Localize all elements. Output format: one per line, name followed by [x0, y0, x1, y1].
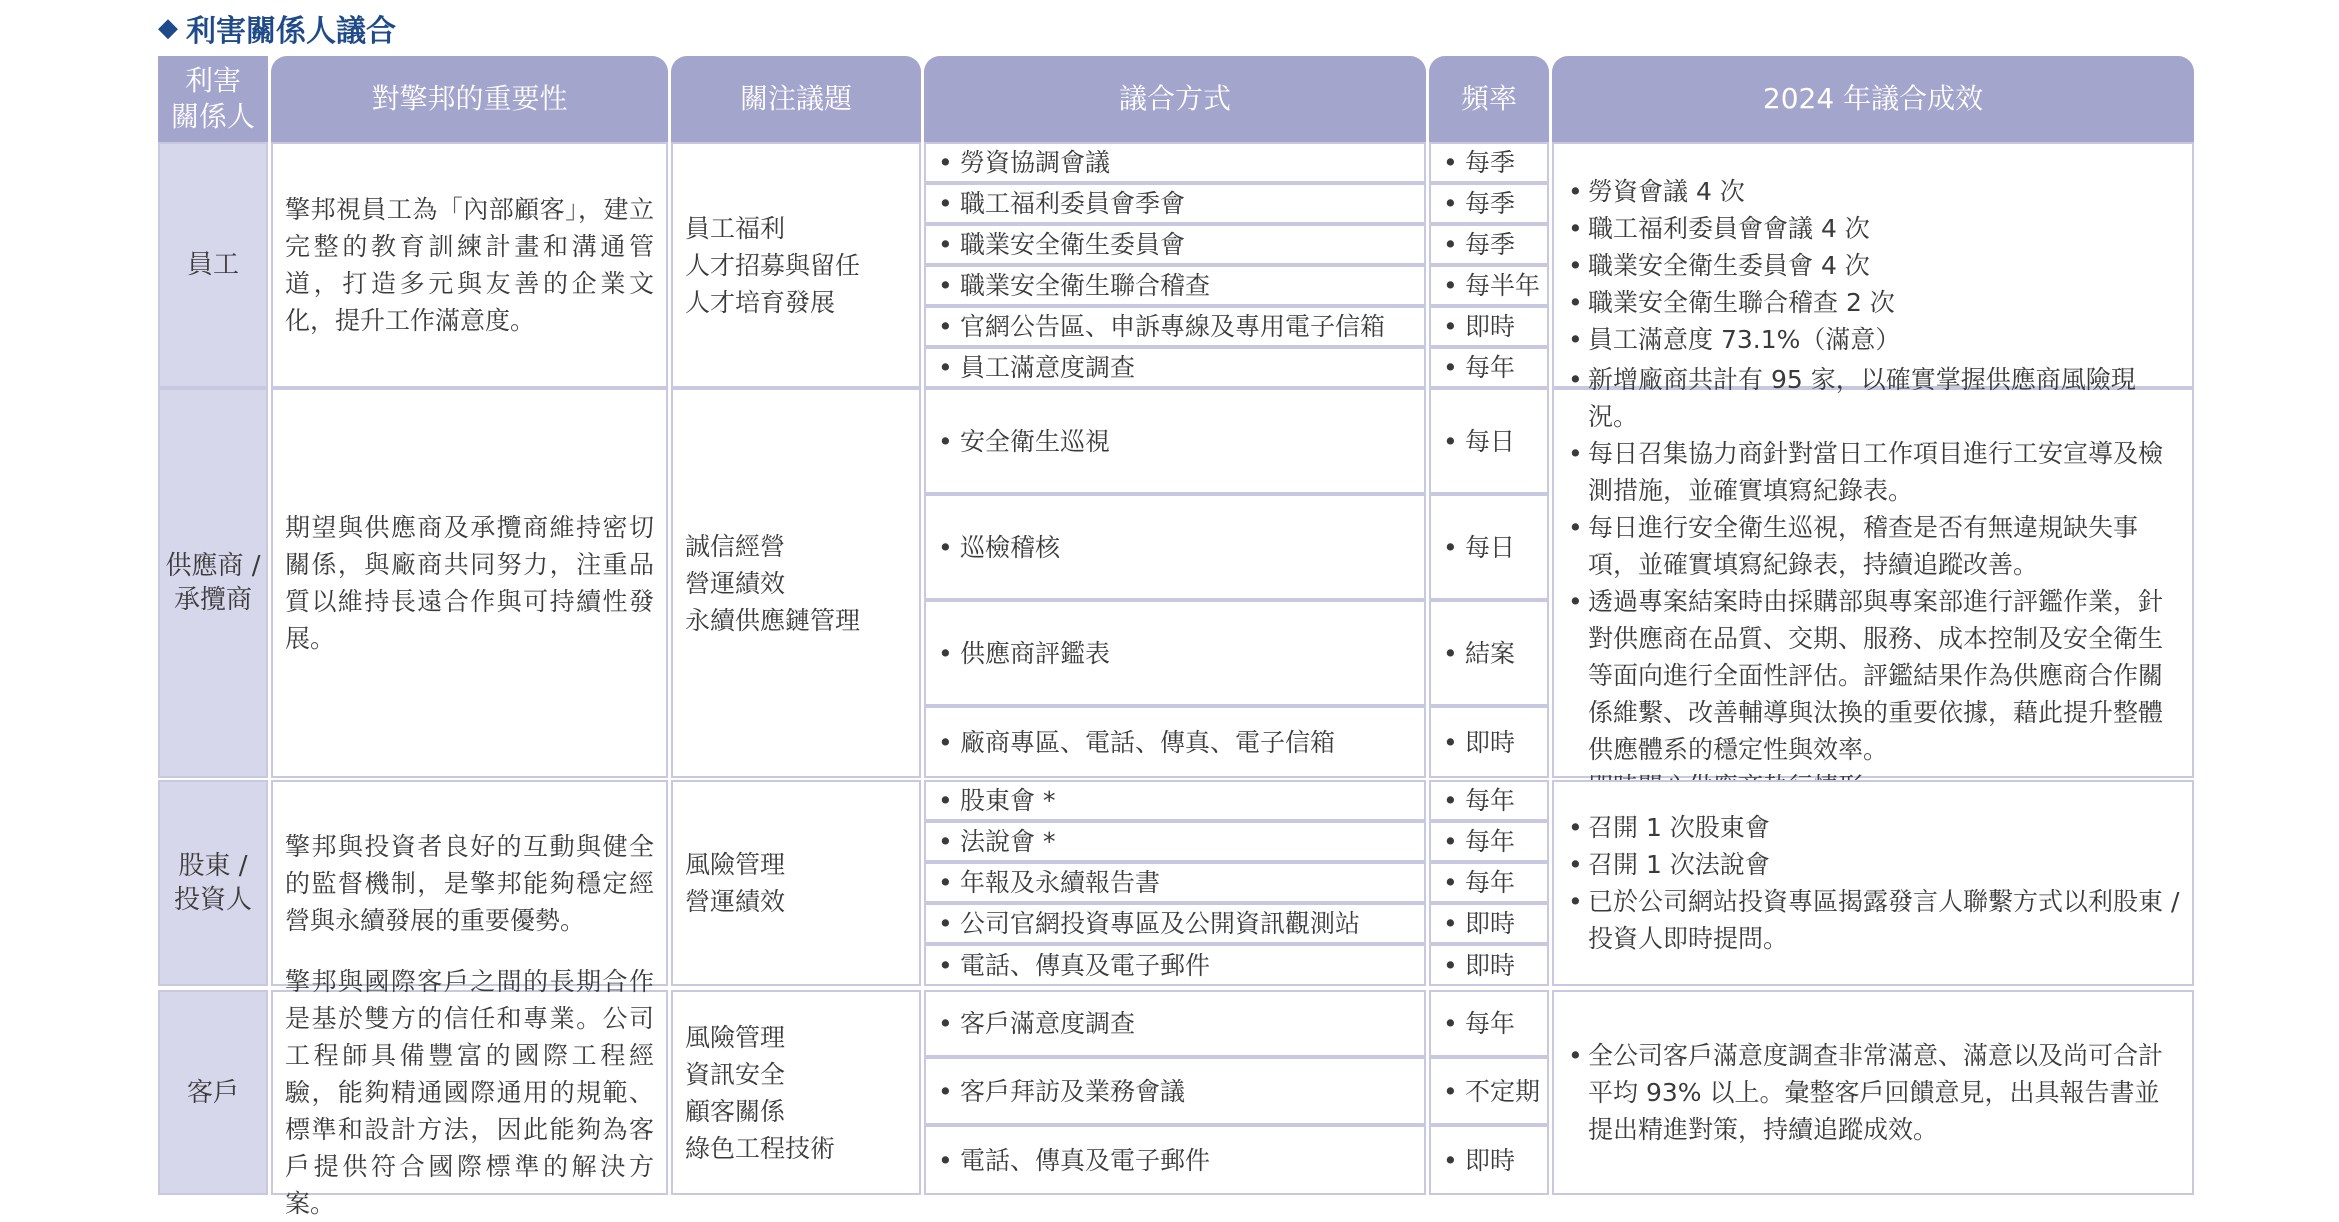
results-cell [1552, 780, 2194, 986]
frequency-text: 即時 [1465, 1145, 1516, 1175]
frequency-cell [1429, 600, 1549, 706]
method-cell [924, 388, 1426, 494]
bullet-icon: • [1443, 532, 1458, 562]
method-cell [924, 903, 1426, 944]
importance-text [271, 388, 668, 778]
frequency-text: 每日 [1465, 532, 1516, 562]
bullet-icon: • [1443, 950, 1458, 980]
method-cell [924, 600, 1426, 706]
method-text: 股東會 * [960, 786, 1056, 815]
bullet-icon: • [1443, 786, 1458, 815]
topics-cell [671, 142, 921, 388]
stakeholder-name: 供應商 / 承攬商 [158, 388, 268, 778]
topic-item: 風險管理 [685, 850, 786, 879]
header-importance: 對擎邦的重要性 [271, 56, 668, 142]
method-cell [924, 306, 1426, 347]
method-text: 客戶滿意度調查 [960, 1009, 1136, 1038]
stakeholder-name: 員工 [158, 142, 268, 388]
header-methods: 議合方式 [924, 56, 1426, 142]
method-text: 年報及永續報告書 [960, 868, 1161, 897]
bullet-icon: • [1443, 827, 1458, 856]
method-text: 安全衛生巡視 [960, 426, 1111, 456]
frequency-text: 結案 [1465, 638, 1516, 668]
frequency-cell [1429, 265, 1549, 306]
bullet-icon: • [938, 353, 953, 382]
method-text: 職業安全衛生委員會 [960, 230, 1186, 259]
topic-item: 顧客關係 [685, 1096, 786, 1126]
frequency-text: 每季 [1465, 189, 1516, 218]
importance-paragraph: 期望與供應商及承攬商維持密切關係，與廠商共同努力，注重品質以維持長遠合作與可持續性發展。 [285, 513, 654, 653]
method-text: 客戶拜訪及業務會議 [960, 1076, 1186, 1106]
topic-item: 營運績效 [685, 568, 786, 598]
bullet-icon: • [938, 312, 953, 341]
method-text: 勞資協調會議 [960, 148, 1111, 177]
result-item: • 員工滿意度 73.1%（滿意） [1566, 321, 1900, 358]
frequency-text: 每日 [1465, 426, 1516, 456]
topic-item: 人才招募與留任 [685, 250, 861, 280]
bullet-icon: • [938, 827, 953, 856]
frequency-cell [1429, 706, 1549, 778]
bullet-icon: • [1443, 1009, 1458, 1038]
frequency-cell [1429, 306, 1549, 347]
results-cell [1552, 142, 2194, 388]
bullet-icon: • [1443, 271, 1458, 300]
topic-item: 綠色工程技術 [685, 1133, 836, 1163]
method-text: 供應商評鑑表 [960, 638, 1111, 668]
bullet-icon: • [1443, 638, 1458, 668]
frequency-cell [1429, 903, 1549, 944]
method-text: 官網公告區、申訴專線及專用電子信箱 [960, 312, 1386, 341]
result-item: • 透過專案結案時由採購部與專案部進行評鑑作業，針對供應商在品質、交期、服務、成本控制及安全衛生等面向進行全面性評估。評鑑結果作為供應商合作關係維繫、改善輔導與汰換的重要依據，藉此提升整體供應體系的穩定性與效率。 [1566, 583, 2182, 768]
method-cell [924, 944, 1426, 986]
topic-item: 風險管理 [685, 1022, 786, 1052]
bullet-icon: • [938, 727, 953, 757]
frequency-text: 每季 [1465, 148, 1516, 177]
bullet-icon: • [938, 909, 953, 938]
bullet-icon: • [1443, 148, 1458, 177]
result-item: • 職工福利委員會會議 4 次 [1566, 210, 1900, 247]
method-cell [924, 821, 1426, 862]
topic-item: 誠信經營 [685, 531, 786, 561]
result-item: • 職業安全衛生聯合稽查 2 次 [1566, 284, 1900, 321]
method-cell [924, 990, 1426, 1057]
topics-cell [671, 780, 921, 986]
bullet-icon: • [938, 1009, 953, 1038]
importance-paragraph: 擎邦與國際客戶之間的長期合作是基於雙方的信任和專業。公司工程師具備豐富的國際工程經驗，能夠精通國際通用的規範、標準和設計方法，因此能夠為客戶提供符合國際標準的解決方案。 [285, 967, 654, 1218]
frequency-cell [1429, 1125, 1549, 1195]
bullet-icon: • [1443, 426, 1458, 456]
frequency-text: 每年 [1465, 786, 1516, 815]
results-list [1566, 1037, 2182, 1148]
method-cell [924, 224, 1426, 265]
result-item: • 召開 1 次股東會 [1566, 809, 2182, 846]
header-results: 2024 年議合成效 [1552, 56, 2194, 142]
bullet-icon: • [1443, 189, 1458, 218]
frequency-text: 即時 [1465, 950, 1516, 980]
method-text: 公司官網投資專區及公開資訊觀測站 [960, 909, 1361, 938]
stakeholder-name: 客戶 [158, 990, 268, 1195]
frequency-cell [1429, 494, 1549, 600]
method-cell [924, 1125, 1426, 1195]
bullet-icon: • [1443, 868, 1458, 897]
frequency-cell [1429, 821, 1549, 862]
method-cell [924, 265, 1426, 306]
results-cell [1552, 365, 2194, 778]
bullet-icon: • [938, 271, 953, 300]
section-title-text: 利害關係人議合 [186, 14, 396, 49]
method-cell [924, 780, 1426, 821]
section-title [158, 6, 396, 50]
frequency-text: 每年 [1465, 353, 1516, 382]
results-cell [1552, 990, 2194, 1195]
frequency-text: 每年 [1465, 1009, 1516, 1038]
method-text: 職業安全衛生聯合稽查 [960, 271, 1211, 300]
frequency-cell [1429, 183, 1549, 224]
bullet-icon: • [938, 1145, 953, 1175]
topic-item: 永續供應鏈管理 [685, 605, 861, 635]
frequency-text: 不定期 [1465, 1076, 1541, 1106]
importance-text [271, 780, 668, 986]
bullet-icon: • [938, 148, 953, 177]
topic-item: 資訊安全 [685, 1059, 786, 1089]
topic-item: 人才培育發展 [685, 287, 836, 317]
results-list [1566, 809, 2182, 957]
result-item: • 每日召集協力商針對當日工作項目進行工安宣導及檢測措施，並確實填寫紀錄表。 [1566, 435, 2182, 509]
method-cell [924, 706, 1426, 778]
method-cell [924, 142, 1426, 183]
bullet-icon: • [938, 426, 953, 456]
method-text: 電話、傳真及電子郵件 [960, 1145, 1211, 1175]
method-text: 職工福利委員會季會 [960, 189, 1186, 218]
bullet-icon: • [1443, 1076, 1458, 1106]
frequency-text: 每半年 [1465, 271, 1541, 300]
method-cell [924, 494, 1426, 600]
diamond-icon: ◆ [158, 13, 178, 43]
result-item: • 新增廠商共計有 95 家，以確實掌握供應商風險現況。 [1566, 361, 2182, 435]
topics-cell [671, 388, 921, 778]
bullet-icon: • [938, 786, 953, 815]
frequency-text: 即時 [1465, 727, 1516, 757]
result-item: • 職業安全衛生委員會 4 次 [1566, 247, 1900, 284]
bullet-icon: • [938, 1076, 953, 1106]
method-text: 巡檢稽核 [960, 532, 1061, 562]
topic-item: 營運績效 [685, 887, 786, 916]
bullet-icon: • [938, 230, 953, 259]
bullet-icon: • [1443, 727, 1458, 757]
result-item: • 全公司客戶滿意度調查非常滿意、滿意以及尚可合計平均 93% 以上。彙整客戶回饋意見，出具報告書並提出精進對策，持續追蹤成效。 [1566, 1037, 2182, 1148]
bullet-icon: • [1443, 312, 1458, 341]
frequency-text: 每年 [1465, 827, 1516, 856]
frequency-cell [1429, 224, 1549, 265]
bullet-icon: • [1443, 909, 1458, 938]
bullet-icon: • [1443, 353, 1458, 382]
bullet-icon: • [1443, 230, 1458, 259]
topics-cell [671, 990, 921, 1195]
bullet-icon: • [938, 189, 953, 218]
topic-item: 員工福利 [685, 213, 786, 243]
importance-paragraph: 擎邦與投資者良好的互動與健全的監督機制，是擎邦能夠穩定經營與永續發展的重要優勢。 [285, 831, 654, 935]
method-text: 法說會 * [960, 827, 1056, 856]
result-item: • 已於公司網站投資專區揭露發言人聯繫方式以利股東 / 投資人即時提問。 [1566, 883, 2182, 957]
frequency-cell [1429, 1057, 1549, 1125]
frequency-cell [1429, 944, 1549, 986]
frequency-text: 即時 [1465, 909, 1516, 938]
frequency-cell [1429, 347, 1549, 388]
results-list [1566, 361, 2182, 805]
bullet-icon: • [938, 868, 953, 897]
method-cell [924, 862, 1426, 903]
header-frequency: 頻率 [1429, 56, 1549, 142]
stakeholder-name: 股東 / 投資人 [158, 780, 268, 986]
frequency-text: 每年 [1465, 868, 1516, 897]
bullet-icon: • [1443, 1145, 1458, 1175]
method-text: 廠商專區、電話、傳真、電子信箱 [960, 727, 1336, 757]
frequency-text: 即時 [1465, 312, 1516, 341]
frequency-text: 每季 [1465, 230, 1516, 259]
importance-text [271, 967, 668, 1218]
result-item: • 每日進行安全衛生巡視，稽查是否有無違規缺失事項，並確實填寫紀錄表，持續追蹤改善。 [1566, 509, 2182, 583]
frequency-cell [1429, 142, 1549, 183]
results-list [1566, 173, 1900, 358]
importance-text [271, 142, 668, 388]
result-item: • 召開 1 次法說會 [1566, 846, 2182, 883]
frequency-cell [1429, 990, 1549, 1057]
method-cell [924, 1057, 1426, 1125]
frequency-cell [1429, 780, 1549, 821]
method-cell [924, 347, 1426, 388]
header-stakeholder: 利害 關係人 [158, 56, 268, 142]
frequency-cell [1429, 862, 1549, 903]
bullet-icon: • [938, 950, 953, 980]
method-text: 員工滿意度調查 [960, 353, 1136, 382]
frequency-cell [1429, 388, 1549, 494]
importance-paragraph: 擎邦視員工為「內部顧客」，建立完整的教育訓練計畫和溝通管道，打造多元與友善的企業文化，提升工作滿意度。 [285, 195, 654, 335]
method-cell [924, 183, 1426, 224]
bullet-icon: • [938, 638, 953, 668]
result-item: • 勞資會議 4 次 [1566, 173, 1900, 210]
header-topics: 關注議題 [671, 56, 921, 142]
method-text: 電話、傳真及電子郵件 [960, 950, 1211, 980]
bullet-icon: • [938, 532, 953, 562]
